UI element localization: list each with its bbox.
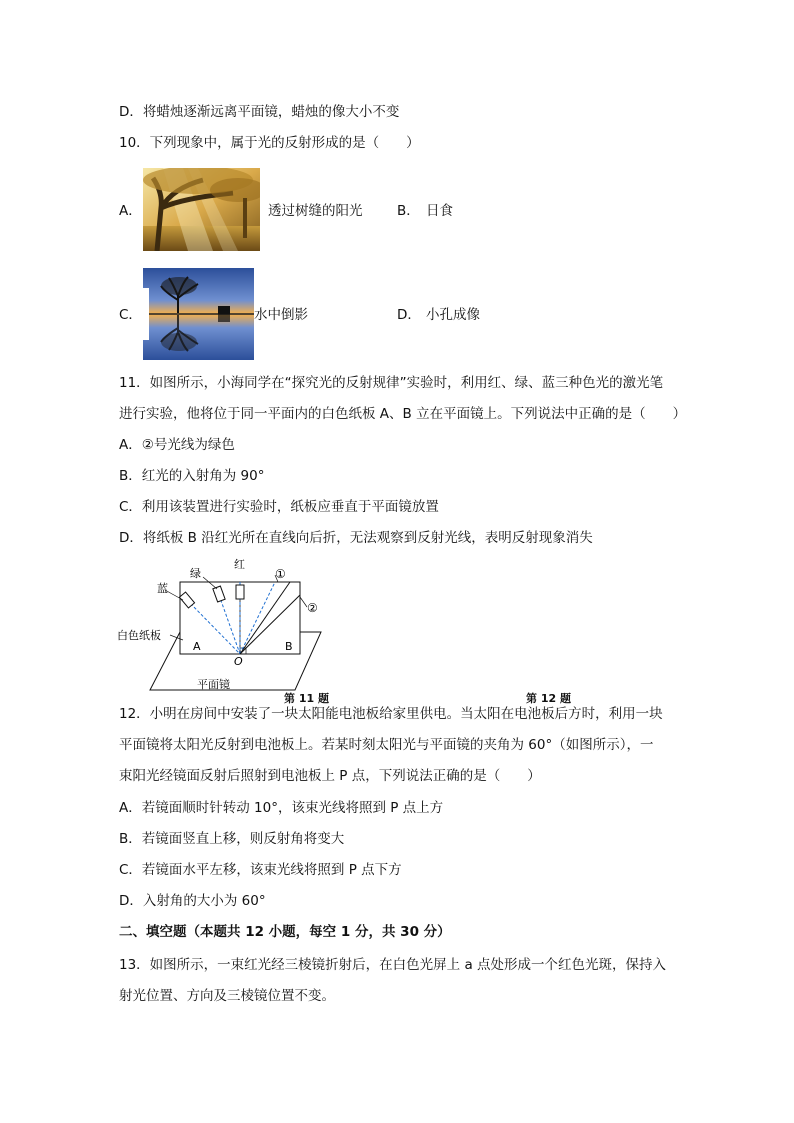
q12-option-d: D．入射角的大小为 60°	[119, 893, 266, 909]
q12-option-c: C．若镜面水平左移，该束光线将照到 P 点下方	[119, 862, 402, 878]
q10-option-b-letter: B．	[397, 203, 420, 219]
q11-option-d: D．将纸板 B 沿红光所在直线向后折，无法观察到反射光线，表明反射现象消失	[119, 530, 593, 546]
q12-stem-line1: 12．小明在房间中安装了一块太阳能电池板给家里供电。当太阳在电池板后方时，利用一块	[119, 706, 663, 722]
figure-11-diagram	[115, 555, 355, 700]
q10-option-a-letter: A．	[119, 203, 142, 219]
label-ray-1: ①	[275, 567, 286, 581]
label-plane-mirror: 平面镜	[197, 678, 230, 691]
q10-option-d-letter: D．	[397, 307, 421, 323]
q10-option-a-text: 透过树缝的阳光	[268, 203, 363, 219]
q12-stem-line3: 束阳光经镜面反射后照射到电池板上 P 点，下列说法正确的是（ ）	[119, 768, 541, 784]
label-board-b: B	[285, 640, 293, 653]
label-point-o: O	[234, 655, 243, 668]
q12-stem-line2: 平面镜将太阳光反射到电池板上。若某时刻太阳光与平面镜的夹角为 60°（如图所示），一	[119, 737, 654, 753]
label-red: 红	[234, 558, 245, 571]
q10-option-c-text: 水中倒影	[254, 307, 308, 323]
q9-option-d: D．将蜡烛逐渐远离平面镜，蜡烛的像大小不变	[119, 104, 400, 120]
q11-stem-line1: 11．如图所示，小海同学在“探究光的反射规律”实验时，利用红、绿、蓝三种色光的激光笔	[119, 375, 664, 391]
q13-stem-line1: 13．如图所示，一束红光经三棱镜折射后，在白色光屏上 a 点处形成一个红色光斑，保持入	[119, 957, 667, 973]
label-blue: 蓝	[157, 582, 168, 595]
label-white-board: 白色纸板	[117, 629, 161, 642]
q10-option-b-text: 日食	[426, 203, 453, 219]
section-2-title: 二、填空题（本题共 12 小题，每空 1 分，共 30 分）	[119, 924, 451, 940]
q11-option-a: A．②号光线为绿色	[119, 437, 235, 453]
water-reflection-image	[143, 268, 254, 360]
q12-option-b: B．若镜面竖直上移，则反射角将变大	[119, 831, 345, 847]
figure-12-caption: 第 12 题	[526, 692, 571, 705]
q10-stem: 10．下列现象中，属于光的反射形成的是（ ）	[119, 135, 420, 151]
q10-option-c-letter: C．	[119, 307, 142, 323]
q11-option-c: C．利用该装置进行实验时，纸板应垂直于平面镜放置	[119, 499, 439, 515]
q12-option-a: A．若镜面顺时针转动 10°，该束光线将照到 P 点上方	[119, 800, 444, 816]
sunlight-through-trees-image	[143, 168, 260, 251]
label-green: 绿	[190, 567, 201, 580]
label-board-a: A	[193, 640, 201, 653]
q11-stem-line2: 进行实验，他将位于同一平面内的白色纸板 A、B 立在平面镜上。下列说法中正确的是（ ）	[119, 406, 687, 422]
q11-option-b: B．红光的入射角为 90°	[119, 468, 265, 484]
label-ray-2: ②	[307, 601, 318, 615]
q13-stem-line2: 射光位置、方向及三棱镜位置不变。	[119, 988, 335, 1004]
q10-option-d-text: 小孔成像	[426, 307, 480, 323]
figure-11-caption: 第 11 题	[284, 692, 329, 705]
